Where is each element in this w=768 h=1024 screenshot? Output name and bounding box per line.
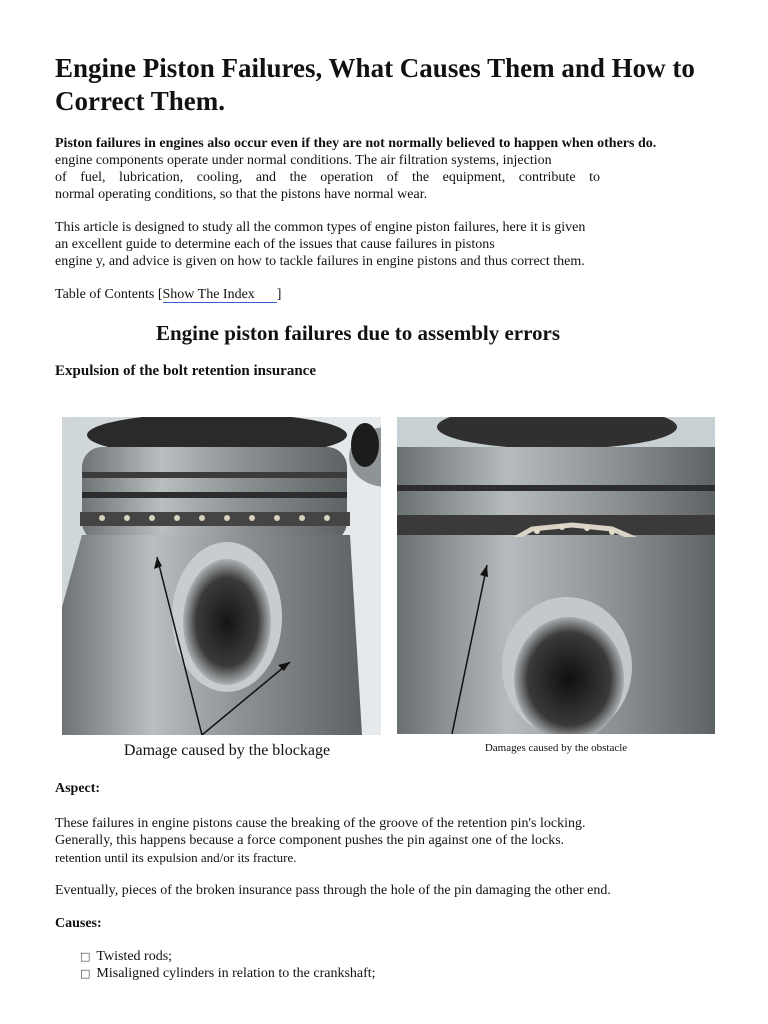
causes-label: Causes: (55, 916, 102, 931)
intro-line: of fuel, lubrication, cooling, and the operation of the equipment, contribute to (55, 170, 600, 185)
aspect-paragraph (55, 815, 675, 866)
subsection-heading: Expulsion of the bolt retention insurance (55, 363, 316, 379)
intro-paragraph (55, 135, 715, 203)
aspect-line: Generally, this happens because a force component pushes the pin against one of the locks. (55, 833, 565, 848)
caption-right: Damages caused by the obstacle (484, 742, 628, 754)
purpose-line: engine y, and advice is given on how to tackle failures in engine pistons and thus correct them. (55, 254, 585, 269)
piston-photo-left (62, 417, 381, 735)
toc-prefix: Table of Contents [ (55, 287, 163, 302)
purpose-line: This article is designed to study all the common types of engine piston failures, here it is given (55, 220, 586, 235)
section-heading: Engine piston failures due to assembly errors (155, 321, 561, 345)
intro-line: normal operating conditions, so that the pistons have normal wear. (55, 187, 428, 202)
list-item: □ Misaligned cylinders in relation to the crankshaft; (80, 965, 376, 982)
eventually-paragraph: Eventually, pieces of the broken insurance pass through the hole of the pin damaging the other end. (55, 883, 611, 898)
aspect-label: Aspect: (55, 781, 101, 796)
list-item: □ Twisted rods; (80, 948, 376, 965)
aspect-line: These failures in engine pistons cause the breaking of the groove of the retention pin's locking. (55, 816, 586, 831)
table-of-contents (55, 286, 281, 303)
article-title: Engine Piston Failures, What Causes Them and How to Correct Them. (55, 53, 695, 116)
piston-photo-right (397, 417, 715, 734)
causes-list (80, 948, 376, 982)
intro-line: engine components operate under normal conditions. The air filtration systems, injection (55, 153, 552, 168)
purpose-line: an excellent guide to determine each of the issues that cause failures in pistons (55, 237, 495, 252)
caption-left: Damage caused by the blockage (123, 742, 331, 759)
purpose-paragraph (55, 219, 655, 270)
aspect-line: retention until its expulsion and/or its fracture. (55, 850, 297, 865)
show-index-link[interactable]: Show The Index (163, 287, 277, 303)
intro-bold-sentence: Piston failures in engines also occur even if they are not normally believed to happen when others do. (55, 136, 657, 151)
toc-suffix: ] (276, 287, 282, 302)
